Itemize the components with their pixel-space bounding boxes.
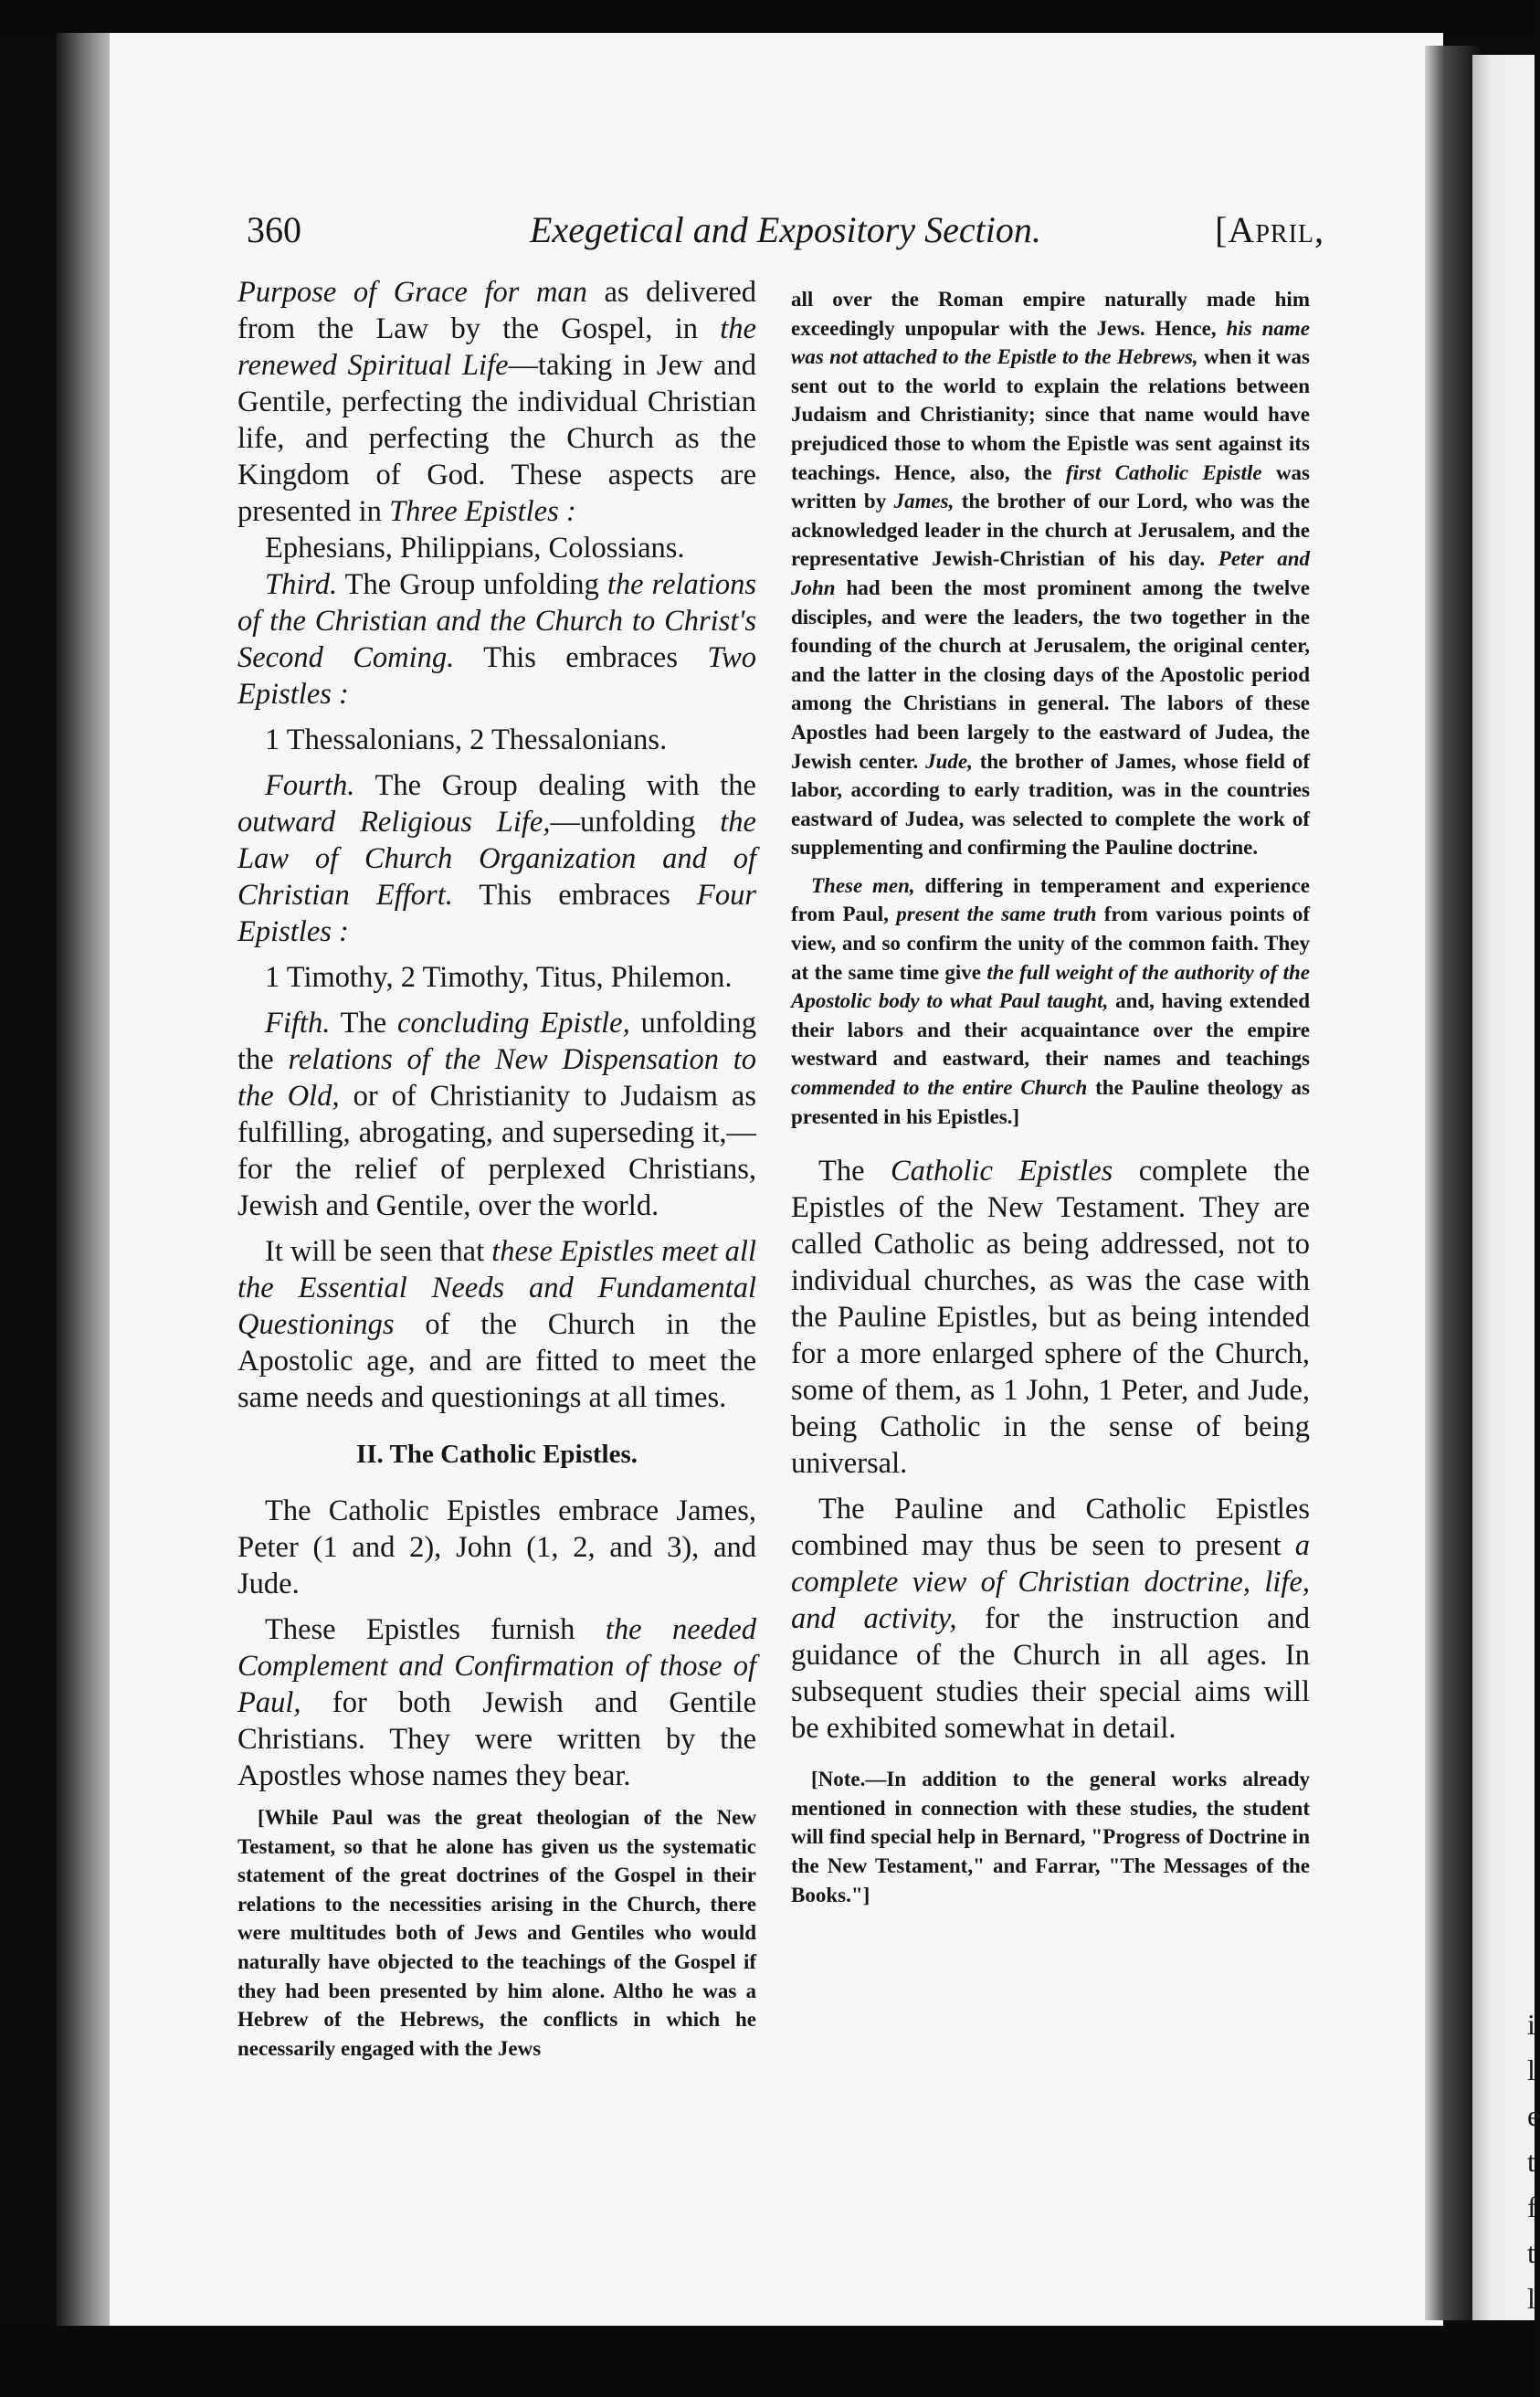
text-run: for the instruction and guidance of the Church in all ages. In subsequent studies their special aims will be exhibited somewhat in detail. — [791, 1602, 1310, 1746]
italic-run: Purpose of Grace for man — [237, 276, 587, 309]
text-run: from various points of view, and so confirm the unity of the common faith. They at the same time give — [791, 903, 1310, 984]
text-run: The — [330, 1007, 398, 1040]
text-run: and, having extended their labors and their acquaintance over the empire westward and eastward, their names and teachings — [791, 989, 1311, 1071]
epistle-list: 1 Thessalonians, 2 Thessalonians. — [265, 723, 668, 756]
paragraph — [237, 274, 756, 530]
italic-run: Four Epistles : — [237, 879, 756, 948]
next-page-fragment: e — [1527, 2099, 1540, 2132]
text-run: all over the Roman empire naturally made him exceedingly unpopular with the Jews. Hence, — [791, 288, 1310, 340]
italic-run: the full weight of the authority of the Apostolic body to what Paul taught, — [791, 960, 1310, 1013]
text-run: the brother of James, whose field of labor, according to early tradition, was in the countries eastward of Judea, was selected to complete the work of supplementing and confirming the Pauline doctrine. — [791, 749, 1310, 860]
italic-run: a complete view of Christian doctrine, life, and activity, — [791, 1529, 1310, 1636]
next-page-fragment: i — [1527, 2008, 1535, 2041]
italic-run: James, — [893, 490, 955, 513]
text-run: The Group dealing with the — [354, 769, 756, 802]
bracketed-note — [237, 1803, 756, 2063]
scan-border-bottom — [0, 2326, 1535, 2397]
text-run: for both Jewish and Gentile Christians. They were written by the Apostles whose names they bear. — [237, 1686, 756, 1792]
bracketed-note — [791, 1765, 1310, 1909]
italic-run: relations of the New Dispensation to the Old, — [237, 1043, 756, 1113]
text-run: These Epistles furnish — [265, 1613, 606, 1646]
text-run: was written by — [791, 460, 1311, 513]
text-run: This embraces — [452, 879, 697, 912]
scan-border-top — [0, 0, 1535, 37]
bracketed-note — [791, 285, 1310, 862]
italic-run: the renewed Spiritual Life — [237, 312, 756, 382]
text-run: It will be seen that — [265, 1235, 492, 1268]
text-run: The — [818, 1155, 891, 1188]
bracketed-note — [791, 871, 1310, 1131]
running-head — [247, 208, 1324, 263]
paragraph — [237, 1005, 756, 1224]
text-run: complete the Epistles of the New Testament. They are called Catholic as being addressed, not to individual churches, as was the case with the Pauline Epistles, but as being intended for a more enlarged sphere of the Church, some of them, as 1 John, 1 Peter, and Jude, being Catholic in the sense of being universal. — [791, 1155, 1311, 1481]
right-column — [791, 285, 1310, 1909]
text-run: [Note.—In addition to the general works already mentioned in connection with these studies, the student will find special help in Bernard, "Progress of Doctrine in the New Testament," and Farrar, "The Messages of the Books."] — [791, 1768, 1310, 1906]
issue-month: [April, — [1215, 209, 1324, 250]
paragraph — [237, 566, 756, 713]
next-page-fragment: t — [1527, 2145, 1535, 2178]
epistle-list: 1 Timothy, 2 Timothy, Titus, Philemon. — [265, 961, 733, 994]
book-gutter-shadow — [1425, 46, 1480, 2320]
text-run: —unfolding — [550, 806, 721, 839]
text-run: This embraces — [454, 641, 708, 674]
italic-run: these Epistles meet all the Essential Needs and Fundamental Questionings — [237, 1235, 756, 1341]
next-page-fragment: l — [1527, 2054, 1535, 2086]
text-run: —taking in Jew and Gentile, perfecting the individual Christian life, and perfecting the Church as the Kingdom of God. These aspects are presented in — [237, 349, 756, 528]
next-page-fragment: l — [1527, 2282, 1535, 2315]
italic-run: outward Religious Life, — [237, 806, 551, 839]
text-run: differing in temperament and experience from Paul, — [791, 873, 1310, 926]
text-run: The Catholic Epistles embrace James, Peter (1 and 2), John (1, 2, and 3), and Jude. — [237, 1494, 756, 1600]
text-run: as delivered from the Law by the Gospel, in — [237, 276, 757, 345]
text-run: of the Church in the Apostolic age, and are fitted to meet the same needs and questionings at all times. — [237, 1308, 756, 1414]
text-run: [While Paul was the great theologian of the New Testament, so that he alone has given us the systematic statement of the great doctrines of the Gospel in their relations to the necessities arising in the Church, there were multitudes both of Jews and Gentiles who would naturally have objected to the teachings of the Gospel if they had been presented by him alone. Altho he was a Hebrew of the Hebrews, the conflicts in which he necessarily engaged with the Jews — [237, 1806, 756, 2060]
text-run: when it was sent out to the world to explain the relations between Judaism and Christianity; since that name would have prejudiced those to whom the Epistle was sent against its teachings. Hence, also, the — [791, 345, 1310, 484]
left-column — [237, 274, 756, 2063]
italic-run: Three Epistles : — [389, 495, 576, 528]
section-heading: II. The Catholic Epistles. — [355, 1440, 638, 1469]
italic-run: the needed Complement and Confirmation of those of Paul, — [237, 1613, 756, 1719]
text-run: or of Christianity to Judaism as fulfilling, abrogating, and superseding it,—for the relief of perplexed Christians, Jewish and Gentile, over the world. — [237, 1080, 756, 1222]
text-run: the brother of our Lord, who was the acknowledged leader in the church at Jerusalem, and the representative Jewish-Christian of his day. — [791, 490, 1310, 571]
page-number: 360 — [247, 209, 301, 250]
text-run: unfolding the — [237, 1007, 756, 1076]
paragraph — [791, 1153, 1310, 1482]
italic-run: Fourth. — [265, 769, 355, 802]
italic-run: Catholic Epistles — [890, 1155, 1113, 1188]
next-page-sliver — [1472, 55, 1540, 2320]
paragraph — [237, 1233, 756, 1416]
italic-run: Peter and John — [791, 547, 1310, 599]
italic-run: These men, — [811, 873, 915, 897]
italic-run: Two Epistles : — [237, 641, 756, 711]
italic-run: the Law of Church Organization and of Christian Effort. — [237, 806, 756, 912]
italic-run: Fifth. — [265, 1007, 331, 1040]
italic-run: Jude, — [925, 749, 973, 773]
next-page-fragment: f — [1527, 2191, 1537, 2223]
next-page-fragment: t — [1527, 2236, 1535, 2269]
paragraph — [237, 1493, 756, 1602]
text-run: The Group unfolding — [337, 568, 607, 601]
text-run: The Pauline and Catholic Epistles combined may thus be seen to present — [791, 1493, 1310, 1563]
page-left-edge-shadow — [57, 33, 115, 2326]
epistle-list: Ephesians, Philippians, Colossians. — [265, 532, 685, 565]
italic-run: the relations of the Christian and the Church to Christ's Second Coming. — [237, 568, 756, 674]
paragraph — [791, 1491, 1310, 1747]
section-title: Exegetical and Expository Section. — [530, 209, 1041, 250]
italic-run: present the same truth — [896, 903, 1097, 926]
italic-run: concluding Epistle, — [397, 1007, 630, 1040]
paragraph — [237, 767, 756, 950]
italic-run: his name was not attached to the Epistle to the Hebrews, — [791, 316, 1310, 369]
paragraph — [237, 1611, 756, 1794]
italic-run: first Catholic Epistle — [1065, 460, 1262, 484]
text-run: had been the most prominent among the twelve disciples, and were the leaders, the two together in the founding of the church at Jerusalem, the original center, and the latter in the closing days of the Apostolic period among the Christians in general. The labors of these Apostles had been largely to the eastward of Judea, the Jewish center. — [791, 575, 1310, 773]
italic-run: Third. — [265, 568, 338, 601]
italic-run: commended to the entire Church — [791, 1076, 1088, 1100]
text-run: the Pauline theology as presented in his Epistles.] — [791, 1076, 1311, 1128]
